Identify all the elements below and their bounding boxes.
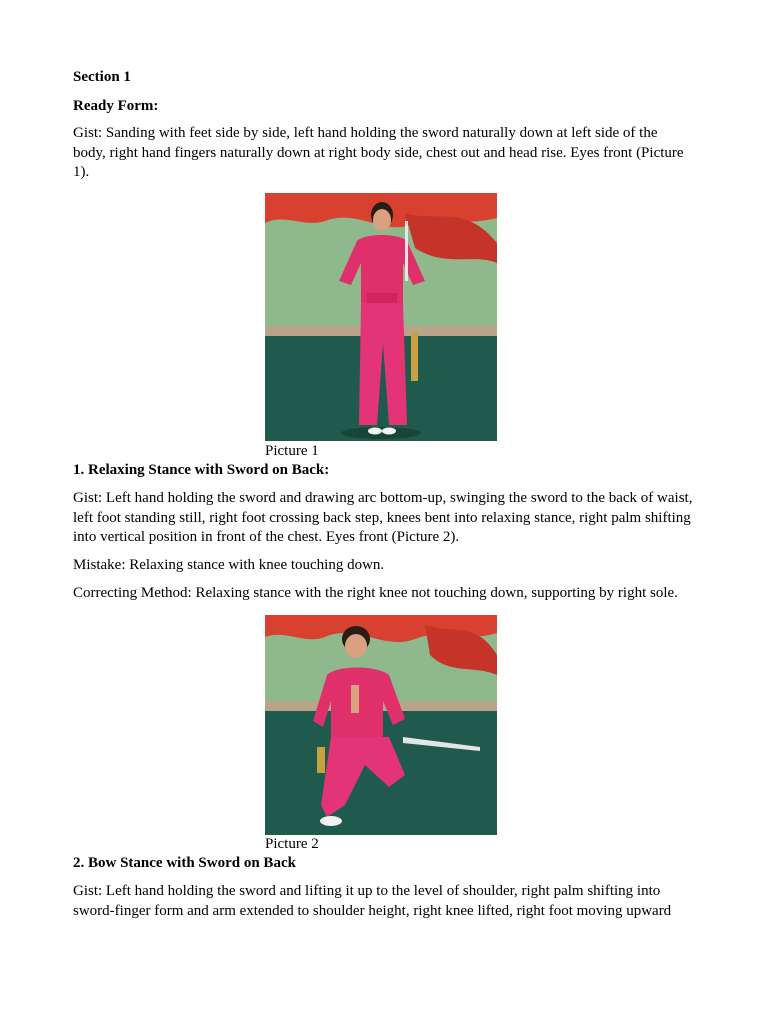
step-1-mistake: Mistake: Relaxing stance with knee touching down. bbox=[73, 556, 385, 573]
figure-1 bbox=[265, 193, 497, 461]
step-1-correcting: Correcting Method: Relaxing stance with the right knee not touching down, supporting by right sole. bbox=[73, 585, 678, 601]
document-page bbox=[73, 66, 693, 921]
figure-2 bbox=[265, 615, 497, 854]
picture-2-photo bbox=[265, 615, 497, 835]
ready-form-gist: Gist: Sanding with feet side by side, left hand holding the sword naturally down at left side of the body, right hand fingers naturally down at right body side, chest out and head rise. Eyes front (Picture 1). bbox=[73, 125, 684, 180]
step-1-heading: 1. Relaxing Stance with Sword on Back: bbox=[73, 461, 330, 478]
step-2-gist: Gist: Left hand holding the sword and lifting it up to the level of shoulder, right palm shifting into sword-finger form and arm extended to shoulder height, right knee lifted, right foot moving upward bbox=[73, 883, 672, 919]
step-2-heading: 2. Bow Stance with Sword on Back bbox=[73, 854, 296, 871]
ready-form-heading: Ready Form: bbox=[73, 97, 159, 114]
section-title: Section 1 bbox=[73, 69, 131, 85]
picture-1-photo bbox=[265, 193, 497, 441]
picture-1-caption: Picture 1 bbox=[265, 442, 319, 459]
step-1-gist: Gist: Left hand holding the sword and drawing arc bottom-up, swinging the sword to the back of waist, left foot standing still, right foot crossing back step, knees bent into relaxing stance, right palm shifting into vertical position in front of the chest. Eyes front (Picture 2). bbox=[73, 490, 693, 545]
picture-2-caption: Picture 2 bbox=[265, 835, 319, 852]
